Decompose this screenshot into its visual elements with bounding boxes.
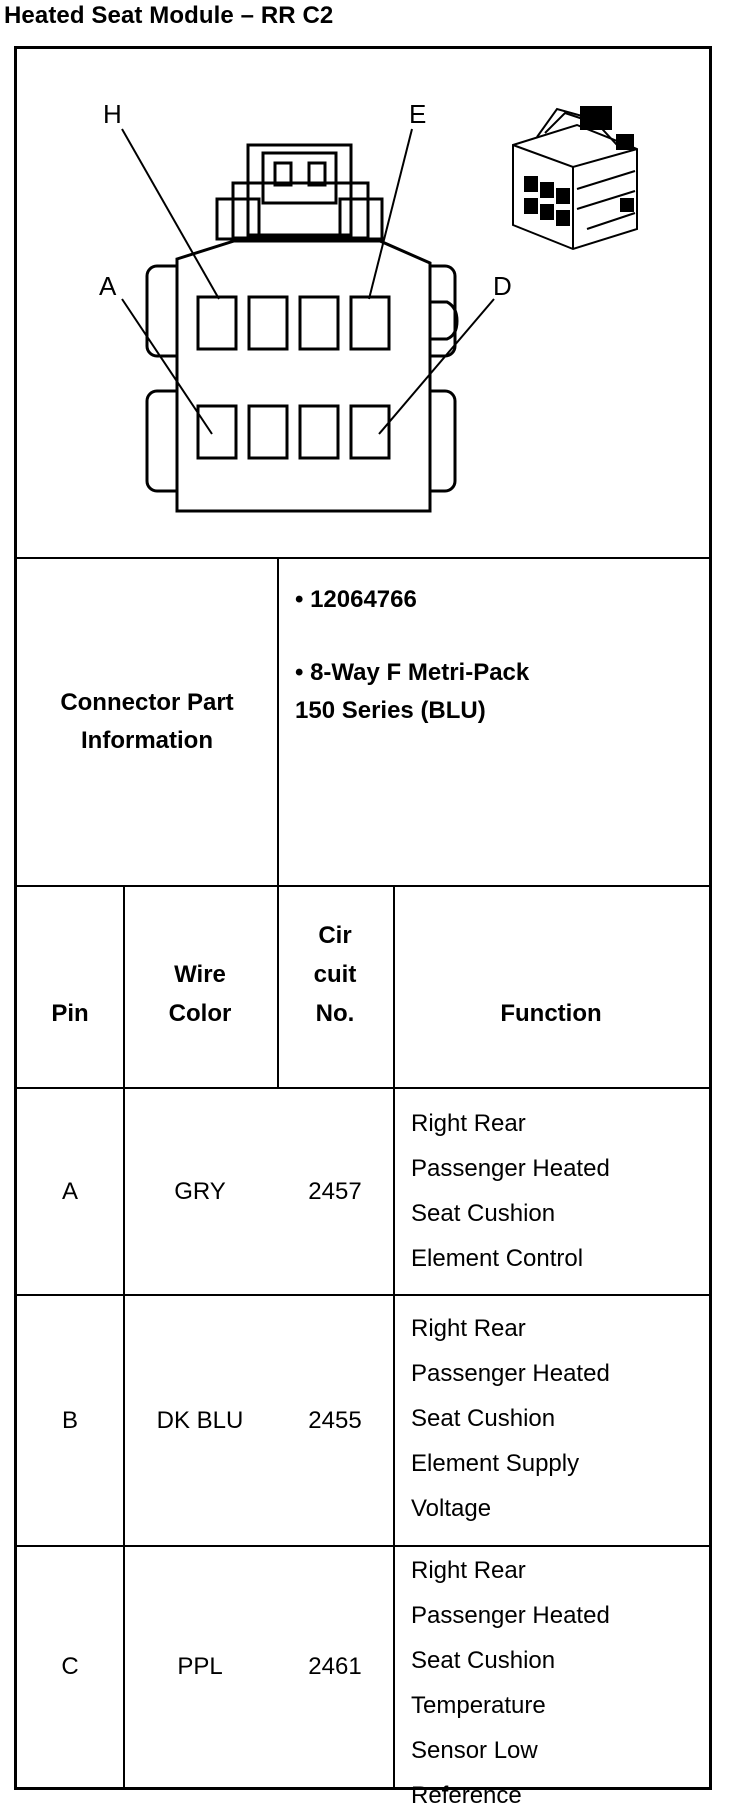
connector-info-label-line: Connector Part bbox=[60, 689, 234, 716]
cell-circuit: 2457 bbox=[308, 1177, 362, 1205]
cell-wire-color: PPL bbox=[177, 1653, 223, 1680]
function-line: Seat Cushion bbox=[411, 1200, 556, 1227]
function-line: Right Rear bbox=[411, 1110, 526, 1137]
part-description-line1: • 8-Way F Metri-Pack bbox=[295, 659, 530, 686]
function-line: Temperature bbox=[411, 1692, 546, 1719]
function-line: Seat Cushion bbox=[411, 1405, 556, 1432]
header-wire-color bbox=[123, 955, 277, 1033]
function-line: Sensor Low bbox=[411, 1737, 538, 1764]
pin-label-h: H bbox=[103, 99, 122, 129]
header-wire-color-line: Wire bbox=[174, 961, 226, 988]
cell-pin: C bbox=[61, 1653, 79, 1680]
function-line: Passenger Heated bbox=[411, 1155, 610, 1182]
cell-function bbox=[411, 1306, 610, 1531]
header-function: Function bbox=[500, 1000, 602, 1027]
header-pin: Pin bbox=[51, 1000, 89, 1027]
pin-label-a: A bbox=[99, 271, 117, 301]
function-line: Element Control bbox=[411, 1245, 584, 1272]
header-circuit-line: cuit bbox=[313, 961, 357, 988]
function-line: Reference bbox=[411, 1782, 522, 1809]
connector-diagram bbox=[17, 49, 709, 557]
cell-circuit: 2461 bbox=[308, 1653, 362, 1680]
pin-label-e: E bbox=[409, 99, 427, 129]
connector-3d-icon bbox=[513, 107, 637, 249]
cell-function bbox=[411, 1548, 610, 1818]
cell-pin: B bbox=[61, 1406, 78, 1434]
function-line: Passenger Heated bbox=[411, 1360, 610, 1387]
pin-label-d: D bbox=[493, 271, 512, 301]
header-circuit-line: Cir bbox=[318, 922, 352, 949]
cell-function bbox=[411, 1101, 610, 1281]
function-line: Passenger Heated bbox=[411, 1602, 610, 1629]
divider bbox=[17, 885, 709, 887]
connector-table bbox=[14, 46, 712, 1809]
part-description-line2: 150 Series (BLU) bbox=[295, 697, 486, 724]
header-circuit-line: No. bbox=[315, 1000, 355, 1027]
function-line: Seat Cushion bbox=[411, 1647, 556, 1674]
function-line: Right Rear bbox=[411, 1557, 526, 1584]
cell-wire-color: GRY bbox=[174, 1177, 226, 1205]
connector-info-label bbox=[17, 559, 277, 885]
part-number: • 12064766 bbox=[295, 586, 417, 613]
cell-pin: A bbox=[61, 1177, 78, 1205]
cell-wire-color: DK BLU bbox=[156, 1406, 244, 1434]
function-line: Voltage bbox=[411, 1495, 492, 1522]
header-circuit bbox=[277, 916, 393, 1033]
cell-circuit: 2455 bbox=[308, 1406, 362, 1434]
function-line: Element Supply bbox=[411, 1450, 580, 1477]
function-line: Right Rear bbox=[411, 1315, 526, 1342]
header-wire-color-line: Color bbox=[168, 1000, 232, 1027]
page-title: Heated Seat Module – RR C2 bbox=[4, 2, 334, 29]
connector-info-label-line: Information bbox=[81, 727, 213, 754]
